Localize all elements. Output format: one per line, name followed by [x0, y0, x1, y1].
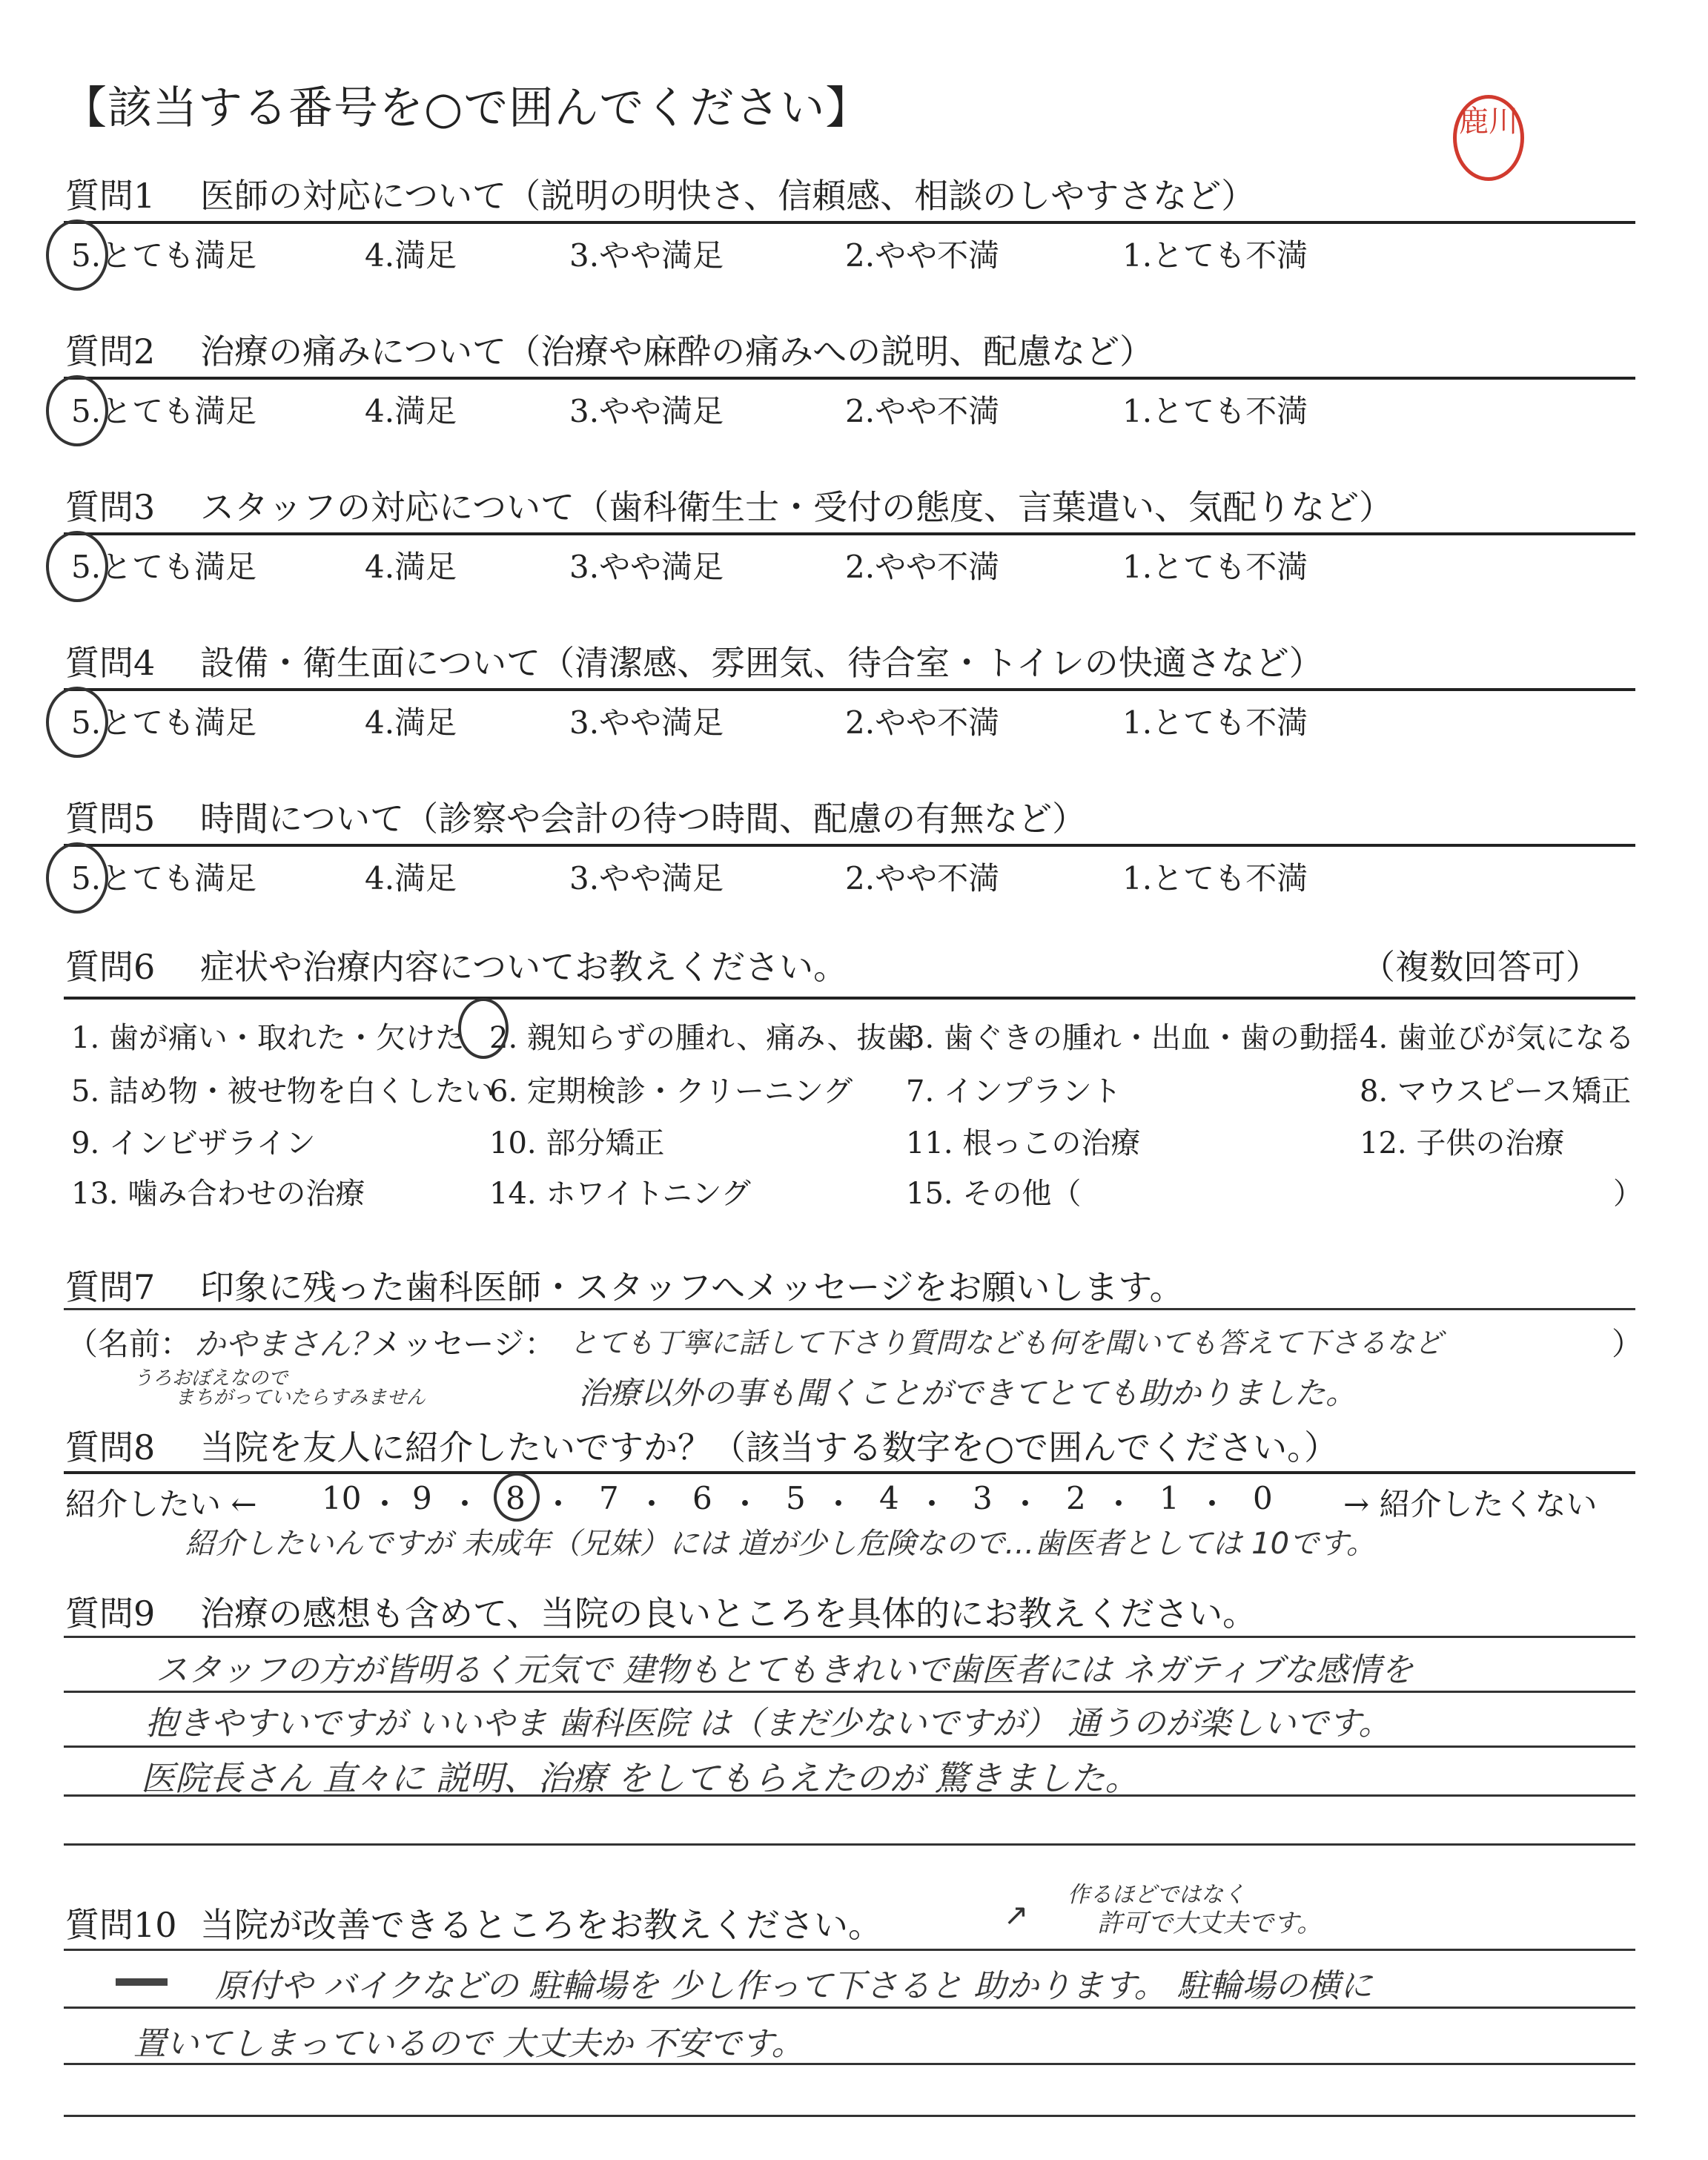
separator-dot: ・	[916, 1486, 948, 1522]
q8-scale-value[interactable]: 5	[786, 1480, 806, 1516]
q1-option[interactable]: 2.やや不満	[845, 237, 1000, 274]
writing-line	[64, 1691, 1635, 1693]
q4-selection-circle	[46, 687, 108, 758]
q1-option[interactable]: 3.やや満足	[569, 237, 724, 274]
q2-selection-circle	[46, 375, 108, 446]
q4-option[interactable]: 4.満足	[365, 704, 457, 741]
q7-name-note: まちがっていたらすみません	[175, 1387, 426, 1409]
writing-line	[64, 2007, 1635, 2009]
q8-selection-circle	[494, 1473, 540, 1522]
q6-option[interactable]: 3. 歯ぐきの腫れ・出血・歯の動揺	[906, 1021, 1359, 1055]
q3-option[interactable]: 5.とても満足	[71, 549, 257, 585]
q6-option[interactable]: 4. 歯並びが気になる	[1360, 1021, 1635, 1055]
writing-line	[64, 2115, 1635, 2117]
divider	[64, 997, 1635, 1000]
q8-label: 質問8	[65, 1427, 156, 1467]
q9-label: 質問9	[65, 1593, 156, 1634]
q9-answer-line[interactable]: 抱きやすいですが いいやま 歯科医院 は（まだ少ないですが） 通うのが楽しいです。	[145, 1705, 1391, 1743]
q8-scale-value[interactable]: 2	[1066, 1480, 1086, 1516]
q6-option[interactable]: 13. 噛み合わせの治療	[71, 1177, 365, 1211]
q2-title: 治療の痛みについて（治療や麻酔の痛みへの説明、配慮など）	[200, 331, 1154, 371]
q8-right-label: → 紹介したくない	[1343, 1486, 1598, 1522]
q5-option[interactable]: 3.やや満足	[569, 860, 724, 896]
clinic-stamp: 鹿川	[1453, 95, 1524, 181]
q8-scale-value[interactable]: 3	[973, 1480, 993, 1516]
q7-name-label: （名前：	[67, 1326, 192, 1362]
separator-dot: ・	[1103, 1486, 1135, 1522]
q2-label: 質問2	[65, 331, 156, 371]
q5-option[interactable]: 5.とても満足	[71, 860, 257, 896]
q2-option[interactable]: 2.やや不満	[845, 393, 1000, 429]
q4-option[interactable]: 3.やや満足	[569, 704, 724, 741]
q5-label: 質問5	[65, 799, 156, 839]
q4-label: 質問4	[65, 643, 156, 683]
q5-option[interactable]: 4.満足	[365, 860, 457, 896]
q6-close-paren: ）	[1613, 1177, 1643, 1211]
q7-message-label: メッセージ：	[371, 1326, 556, 1362]
q6-note: （複数回答可）	[1361, 947, 1600, 987]
q6-option[interactable]: 2. 親知らずの腫れ、痛み、抜歯	[489, 1021, 916, 1055]
arrow-icon: ↗	[1004, 1898, 1029, 1932]
q3-option[interactable]: 1.とても不満	[1122, 549, 1308, 585]
q8-scale-value[interactable]: 9	[412, 1480, 432, 1516]
q10-answer-line[interactable]: 置いてしまっているので 大丈夫か 不安です。	[133, 2025, 804, 2063]
q9-answer-line[interactable]: スタッフの方が皆明るく元気で 建物もとてもきれいで歯医者には ネガティブな感情を	[156, 1651, 1414, 1689]
q5-title: 時間について（診察や会計の待つ時間、配慮の有無など）	[200, 799, 1087, 839]
q7-title: 印象に残った歯科医師・スタッフへメッセージをお願いします。	[200, 1267, 1184, 1307]
q6-option[interactable]: 6. 定期検診・クリーニング	[489, 1074, 853, 1109]
q5-option[interactable]: 1.とても不満	[1122, 860, 1308, 896]
q7-name-value[interactable]: かやまさん？	[194, 1326, 382, 1362]
scribble-mark	[116, 1978, 168, 1986]
separator-dot: ・	[636, 1486, 668, 1522]
separator-dot: ・	[449, 1486, 481, 1522]
q6-option[interactable]: 11. 根っこの治療	[906, 1126, 1141, 1160]
separator-dot: ・	[1010, 1486, 1042, 1522]
separator-dot: ・	[543, 1486, 575, 1522]
separator-dot: ・	[369, 1486, 401, 1522]
q8-left-label: 紹介したい ←	[65, 1486, 257, 1522]
q6-option[interactable]: 14. ホワイトニング	[489, 1177, 751, 1211]
q4-option[interactable]: 2.やや不満	[845, 704, 1000, 741]
q4-option[interactable]: 1.とても不満	[1122, 704, 1308, 741]
q10-answer-line[interactable]: 原付や バイクなどの 駐輪場を 少し作って下さると 助かります。 駐輪場の横に	[215, 1967, 1373, 2005]
page-title: 【該当する番号を○で囲んでください】	[62, 82, 871, 134]
q1-title: 医師の対応について（説明の明快さ、信頼感、相談のしやすさなど）	[200, 176, 1256, 216]
q9-title: 治療の感想も含めて、当院の良いところを具体的にお教えください。	[200, 1593, 1257, 1634]
q5-option[interactable]: 2.やや不満	[845, 860, 1000, 896]
q8-comment[interactable]: 紹介したいんですが 未成年（兄妹）には 道が少し危険なので…歯医者としては 10です。	[185, 1527, 1376, 1561]
q10-note: 作るほどではなく	[1068, 1882, 1245, 1908]
q6-option[interactable]: 10. 部分矯正	[489, 1126, 665, 1160]
q5-selection-circle	[46, 842, 108, 914]
q3-label: 質問3	[65, 487, 156, 527]
q6-option[interactable]: 7. インプラント	[906, 1074, 1122, 1109]
q8-scale-value[interactable]: 0	[1253, 1480, 1273, 1516]
q9-answer-line[interactable]: 医院長さん 直々に 説明、治療 をしてもらえたのが 驚きました。	[141, 1758, 1139, 1798]
q3-option[interactable]: 4.満足	[365, 549, 457, 585]
q7-message-line[interactable]: とても丁寧に話して下さり質問なども何を聞いても答えて下さるなど	[569, 1327, 1443, 1359]
q7-message-line[interactable]: 治療以外の事も聞くことができてとても助かりました。	[578, 1375, 1357, 1411]
q6-option[interactable]: 9. インビザライン	[71, 1126, 316, 1160]
q1-option[interactable]: 5.とても満足	[71, 237, 257, 274]
q6-label: 質問6	[65, 947, 156, 987]
separator-dot: ・	[823, 1486, 855, 1522]
q10-label: 質問10	[65, 1905, 177, 1945]
divider	[64, 532, 1635, 535]
q6-option[interactable]: 5. 詰め物・被せ物を白くしたい	[71, 1074, 494, 1109]
divider	[64, 1471, 1635, 1474]
divider	[64, 844, 1635, 847]
q3-option[interactable]: 2.やや不満	[845, 549, 1000, 585]
q4-title: 設備・衛生面について（清潔感、雰囲気、待合室・トイレの快適さなど）	[200, 643, 1323, 683]
divider	[64, 1308, 1635, 1310]
q6-option[interactable]: 15. その他（	[906, 1177, 1082, 1211]
q3-option[interactable]: 3.やや満足	[569, 549, 724, 585]
q2-option[interactable]: 3.やや満足	[569, 393, 724, 429]
q2-option[interactable]: 4.満足	[365, 393, 457, 429]
q10-title: 当院が改善できるところをお教えください。	[200, 1905, 882, 1945]
divider	[64, 377, 1635, 380]
q6-option[interactable]: 1. 歯が痛い・取れた・欠けた	[71, 1021, 465, 1055]
q3-selection-circle	[46, 531, 108, 602]
separator-dot: ・	[729, 1486, 761, 1522]
q8-title: 当院を友人に紹介したいですか？（該当する数字を○で囲んでください。）	[200, 1427, 1339, 1467]
q1-option[interactable]: 1.とても不満	[1122, 237, 1308, 274]
q1-selection-circle	[46, 219, 108, 291]
q7-name-note: うろおぼえなので	[133, 1367, 288, 1390]
q8-scale-value[interactable]: 6	[692, 1480, 712, 1516]
divider	[64, 688, 1635, 691]
q2-option[interactable]: 5.とても満足	[71, 393, 257, 429]
q1-option[interactable]: 4.満足	[365, 237, 457, 274]
q3-title: スタッフの対応について（歯科衛生士・受付の態度、言葉遣い、気配りなど）	[200, 487, 1394, 527]
q8-scale-value[interactable]: 4	[879, 1480, 899, 1516]
q2-option[interactable]: 1.とても不満	[1122, 393, 1308, 429]
writing-line	[64, 1843, 1635, 1846]
divider	[64, 221, 1635, 224]
q6-option[interactable]: 12. 子供の治療	[1360, 1126, 1565, 1160]
q7-label: 質問7	[65, 1267, 156, 1307]
q1-label: 質問1	[65, 176, 156, 216]
q8-scale-value[interactable]: 1	[1159, 1480, 1179, 1516]
q8-scale-value[interactable]: 7	[599, 1480, 619, 1516]
writing-line	[64, 1745, 1635, 1748]
q6-title: 症状や治療内容についてお教えください。	[200, 947, 848, 987]
q6-option[interactable]: 8. マウスピース矯正	[1360, 1074, 1632, 1109]
q8-scale-value[interactable]: 8	[506, 1480, 526, 1516]
q6-selection-circle	[458, 998, 509, 1059]
q8-scale-value[interactable]: 10	[322, 1480, 362, 1516]
writing-line	[64, 1949, 1635, 1951]
q4-option[interactable]: 5.とても満足	[71, 704, 257, 741]
q10-note: 許可で大丈夫です。	[1097, 1909, 1323, 1938]
writing-line	[64, 1636, 1635, 1638]
q7-close-paren: ）	[1612, 1326, 1644, 1362]
separator-dot: ・	[1196, 1486, 1228, 1522]
